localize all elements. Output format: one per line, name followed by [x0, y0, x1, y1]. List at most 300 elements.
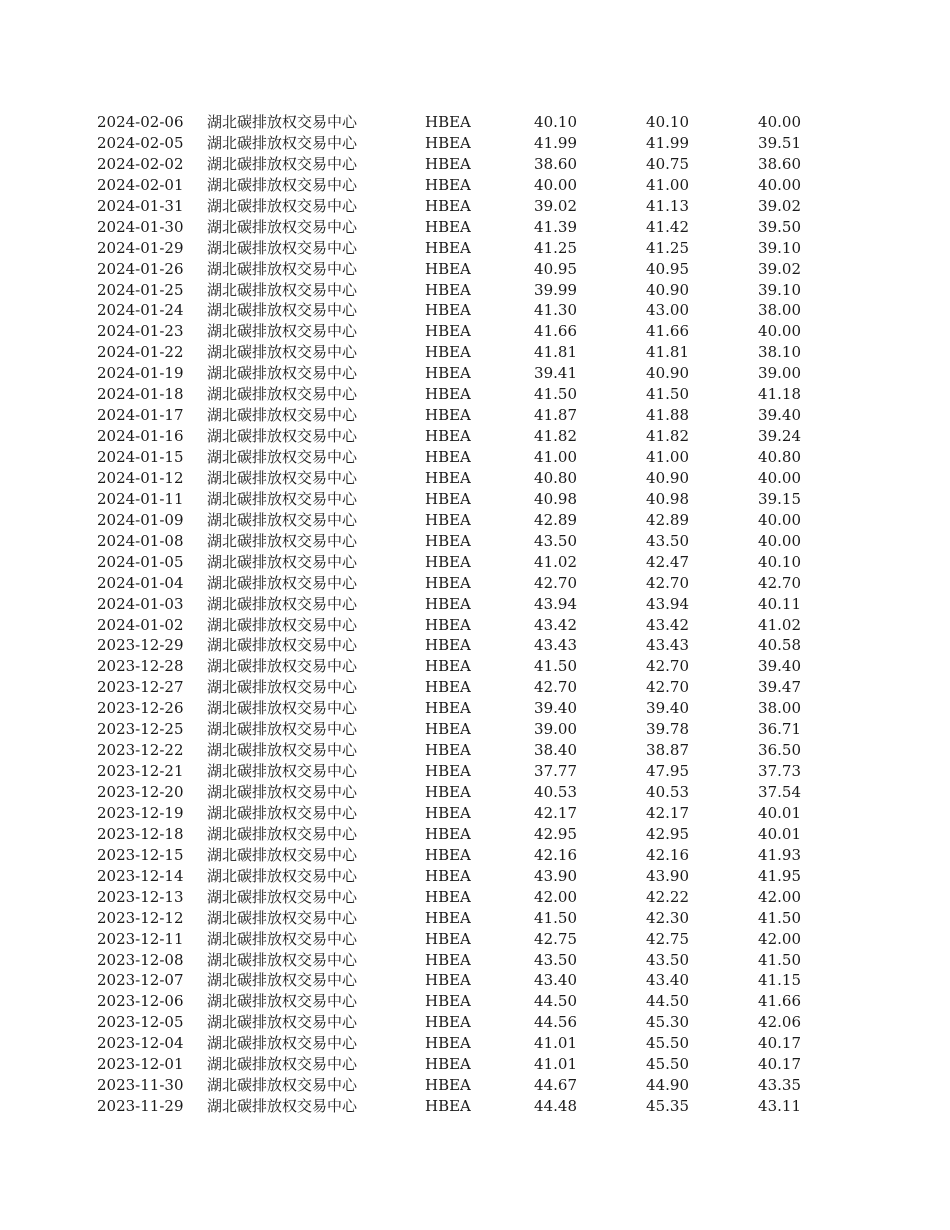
value-3-cell: 41.50: [758, 950, 801, 969]
exchange-name-cell: 湖北碳排放权交易中心: [207, 678, 358, 697]
table-row: [0, 196, 950, 217]
exchange-code-cell: HBEA: [425, 678, 471, 697]
date-cell: 2024-01-17: [97, 406, 184, 425]
exchange-code-cell: HBEA: [425, 1097, 471, 1116]
date-cell: 2023-11-30: [97, 1076, 184, 1095]
table-row: [0, 845, 950, 866]
exchange-code-cell: HBEA: [425, 573, 471, 592]
value-3-cell: 40.11: [758, 594, 801, 613]
value-3-cell: 39.10: [758, 238, 801, 257]
exchange-name-cell: 湖北碳排放权交易中心: [207, 845, 358, 864]
table-row: [0, 950, 950, 971]
table-row: [0, 1012, 950, 1033]
value-3-cell: 40.10: [758, 552, 801, 571]
value-2-cell: 42.16: [646, 845, 689, 864]
exchange-code-cell: HBEA: [425, 762, 471, 781]
value-3-cell: 41.93: [758, 845, 801, 864]
table-row: [0, 698, 950, 719]
exchange-name-cell: 湖北碳排放权交易中心: [207, 238, 358, 257]
value-3-cell: 40.00: [758, 175, 801, 194]
exchange-name-cell: 湖北碳排放权交易中心: [207, 510, 358, 529]
table-row: [0, 300, 950, 321]
date-cell: 2024-01-22: [97, 343, 184, 362]
date-cell: 2024-01-03: [97, 594, 184, 613]
value-2-cell: 40.98: [646, 489, 689, 508]
value-3-cell: 37.73: [758, 762, 801, 781]
table-row: [0, 1075, 950, 1096]
exchange-name-cell: 湖北碳排放权交易中心: [207, 343, 358, 362]
value-2-cell: 42.22: [646, 887, 689, 906]
table-row: [0, 384, 950, 405]
exchange-name-cell: 湖北碳排放权交易中心: [207, 762, 358, 781]
exchange-code-cell: HBEA: [425, 929, 471, 948]
date-cell: 2023-12-18: [97, 824, 184, 843]
table-row: [0, 908, 950, 929]
exchange-name-cell: 湖北碳排放权交易中心: [207, 1034, 358, 1053]
exchange-name-cell: 湖北碳排放权交易中心: [207, 929, 358, 948]
exchange-code-cell: HBEA: [425, 1034, 471, 1053]
exchange-name-cell: 湖北碳排放权交易中心: [207, 385, 358, 404]
value-2-cell: 42.89: [646, 510, 689, 529]
value-2-cell: 42.30: [646, 908, 689, 927]
value-1-cell: 40.10: [534, 113, 577, 131]
value-1-cell: 38.40: [534, 741, 577, 760]
exchange-code-cell: HBEA: [425, 845, 471, 864]
date-cell: 2023-12-29: [97, 636, 184, 655]
value-2-cell: 42.17: [646, 803, 689, 822]
exchange-name-cell: 湖北碳排放权交易中心: [207, 196, 358, 215]
table-row: [0, 426, 950, 447]
value-2-cell: 42.95: [646, 824, 689, 843]
exchange-code-cell: HBEA: [425, 783, 471, 801]
table-row: [0, 991, 950, 1012]
value-1-cell: 41.66: [534, 322, 577, 341]
date-cell: 2024-01-23: [97, 322, 184, 341]
value-2-cell: 43.42: [646, 615, 689, 634]
table-row: [0, 112, 950, 133]
value-1-cell: 41.50: [534, 908, 577, 927]
value-2-cell: 41.82: [646, 427, 689, 446]
value-1-cell: 39.41: [534, 364, 577, 383]
table-row: [0, 970, 950, 991]
table-row: [0, 1033, 950, 1054]
exchange-code-cell: HBEA: [425, 406, 471, 425]
date-cell: 2024-02-01: [97, 175, 184, 194]
value-1-cell: 38.60: [534, 154, 577, 173]
value-3-cell: 39.02: [758, 196, 801, 215]
value-1-cell: 41.50: [534, 657, 577, 676]
table-row: [0, 468, 950, 489]
exchange-name-cell: 湖北碳排放权交易中心: [207, 887, 358, 906]
date-cell: 2024-01-12: [97, 468, 184, 487]
date-cell: 2023-12-15: [97, 845, 184, 864]
value-3-cell: 40.80: [758, 448, 801, 466]
value-1-cell: 40.95: [534, 259, 577, 278]
date-cell: 2024-01-29: [97, 238, 184, 257]
value-1-cell: 41.01: [534, 1034, 577, 1053]
value-3-cell: 40.00: [758, 510, 801, 529]
exchange-code-cell: HBEA: [425, 448, 471, 466]
value-3-cell: 39.15: [758, 489, 801, 508]
value-3-cell: 39.51: [758, 133, 801, 152]
date-cell: 2023-12-04: [97, 1034, 184, 1053]
exchange-name-cell: 湖北碳排放权交易中心: [207, 992, 358, 1011]
exchange-name-cell: 湖北碳排放权交易中心: [207, 133, 358, 152]
date-cell: 2024-01-04: [97, 573, 184, 592]
date-cell: 2023-12-20: [97, 783, 184, 801]
table-row: [0, 552, 950, 573]
value-3-cell: 39.40: [758, 406, 801, 425]
table-row: [0, 761, 950, 782]
exchange-code-cell: HBEA: [425, 803, 471, 822]
value-2-cell: 45.35: [646, 1097, 689, 1116]
value-3-cell: 41.02: [758, 615, 801, 634]
value-2-cell: 43.43: [646, 636, 689, 655]
exchange-code-cell: HBEA: [425, 908, 471, 927]
value-1-cell: 42.75: [534, 929, 577, 948]
table-row: [0, 489, 950, 510]
exchange-name-cell: 湖北碳排放权交易中心: [207, 448, 358, 466]
value-2-cell: 45.30: [646, 1013, 689, 1032]
date-cell: 2024-01-05: [97, 552, 184, 571]
value-3-cell: 39.00: [758, 364, 801, 383]
value-3-cell: 38.00: [758, 301, 801, 320]
value-1-cell: 42.70: [534, 573, 577, 592]
exchange-name-cell: 湖北碳排放权交易中心: [207, 364, 358, 383]
value-1-cell: 41.99: [534, 133, 577, 152]
date-cell: 2023-12-25: [97, 720, 184, 739]
value-2-cell: 44.90: [646, 1076, 689, 1095]
value-2-cell: 41.00: [646, 448, 689, 466]
date-cell: 2024-02-06: [97, 113, 184, 131]
value-3-cell: 43.11: [758, 1097, 801, 1116]
table-row: [0, 887, 950, 908]
value-1-cell: 41.00: [534, 448, 577, 466]
value-2-cell: 43.40: [646, 971, 689, 990]
value-3-cell: 39.10: [758, 280, 801, 299]
value-2-cell: 40.75: [646, 154, 689, 173]
table-row: [0, 154, 950, 175]
exchange-name-cell: 湖北碳排放权交易中心: [207, 950, 358, 969]
value-3-cell: 42.70: [758, 573, 801, 592]
value-2-cell: 42.70: [646, 657, 689, 676]
exchange-name-cell: 湖北碳排放权交易中心: [207, 531, 358, 550]
exchange-code-cell: HBEA: [425, 1076, 471, 1095]
table-row: [0, 656, 950, 677]
exchange-name-cell: 湖北碳排放权交易中心: [207, 468, 358, 487]
table-row: [0, 510, 950, 531]
date-cell: 2024-01-09: [97, 510, 184, 529]
date-cell: 2023-12-01: [97, 1055, 184, 1074]
date-cell: 2023-12-27: [97, 678, 184, 697]
value-1-cell: 43.40: [534, 971, 577, 990]
exchange-code-cell: HBEA: [425, 364, 471, 383]
date-cell: 2024-01-15: [97, 448, 184, 466]
exchange-code-cell: HBEA: [425, 1013, 471, 1032]
exchange-name-cell: 湖北碳排放权交易中心: [207, 1013, 358, 1032]
table-row: [0, 405, 950, 426]
value-3-cell: 36.71: [758, 720, 801, 739]
value-1-cell: 40.80: [534, 468, 577, 487]
exchange-code-cell: HBEA: [425, 971, 471, 990]
table-row: [0, 238, 950, 259]
table-row: [0, 342, 950, 363]
value-3-cell: 39.47: [758, 678, 801, 697]
table-row: [0, 929, 950, 950]
exchange-code-cell: HBEA: [425, 301, 471, 320]
value-1-cell: 43.50: [534, 950, 577, 969]
value-1-cell: 41.39: [534, 217, 577, 236]
exchange-name-cell: 湖北碳排放权交易中心: [207, 1076, 358, 1095]
date-cell: 2023-12-08: [97, 950, 184, 969]
value-2-cell: 40.10: [646, 113, 689, 131]
table-row: [0, 259, 950, 280]
table-row: [0, 824, 950, 845]
value-3-cell: 40.00: [758, 531, 801, 550]
value-3-cell: 38.60: [758, 154, 801, 173]
value-2-cell: 39.78: [646, 720, 689, 739]
exchange-name-cell: 湖北碳排放权交易中心: [207, 615, 358, 634]
table-row: [0, 133, 950, 154]
table-row: [0, 615, 950, 636]
date-cell: 2024-01-25: [97, 280, 184, 299]
exchange-name-cell: 湖北碳排放权交易中心: [207, 280, 358, 299]
date-cell: 2024-02-05: [97, 133, 184, 152]
exchange-code-cell: HBEA: [425, 468, 471, 487]
value-2-cell: 43.50: [646, 950, 689, 969]
date-cell: 2024-01-08: [97, 531, 184, 550]
value-2-cell: 42.47: [646, 552, 689, 571]
value-1-cell: 41.82: [534, 427, 577, 446]
exchange-code-cell: HBEA: [425, 1055, 471, 1074]
value-1-cell: 39.99: [534, 280, 577, 299]
value-2-cell: 40.95: [646, 259, 689, 278]
table-row: [0, 719, 950, 740]
value-2-cell: 47.95: [646, 762, 689, 781]
exchange-code-cell: HBEA: [425, 322, 471, 341]
table-row: [0, 363, 950, 384]
value-1-cell: 43.90: [534, 866, 577, 885]
value-3-cell: 41.50: [758, 908, 801, 927]
value-1-cell: 43.42: [534, 615, 577, 634]
exchange-code-cell: HBEA: [425, 741, 471, 760]
exchange-name-cell: 湖北碳排放权交易中心: [207, 301, 358, 320]
value-1-cell: 40.98: [534, 489, 577, 508]
table-row: [0, 635, 950, 656]
value-3-cell: 39.24: [758, 427, 801, 446]
exchange-code-cell: HBEA: [425, 510, 471, 529]
exchange-name-cell: 湖北碳排放权交易中心: [207, 573, 358, 592]
value-1-cell: 42.00: [534, 887, 577, 906]
table-row: [0, 594, 950, 615]
value-1-cell: 42.89: [534, 510, 577, 529]
exchange-code-cell: HBEA: [425, 385, 471, 404]
table-row: [0, 217, 950, 238]
value-2-cell: 42.75: [646, 929, 689, 948]
value-1-cell: 37.77: [534, 762, 577, 781]
date-cell: 2023-12-14: [97, 866, 184, 885]
value-3-cell: 40.01: [758, 824, 801, 843]
value-1-cell: 41.02: [534, 552, 577, 571]
value-2-cell: 41.13: [646, 196, 689, 215]
date-cell: 2023-12-22: [97, 741, 184, 760]
value-2-cell: 43.00: [646, 301, 689, 320]
value-3-cell: 41.15: [758, 971, 801, 990]
value-3-cell: 40.17: [758, 1034, 801, 1053]
date-cell: 2023-12-06: [97, 992, 184, 1011]
value-1-cell: 43.43: [534, 636, 577, 655]
value-3-cell: 41.18: [758, 385, 801, 404]
value-1-cell: 40.00: [534, 175, 577, 194]
date-cell: 2024-01-11: [97, 489, 184, 508]
exchange-code-cell: HBEA: [425, 154, 471, 173]
date-cell: 2024-01-30: [97, 217, 184, 236]
value-2-cell: 41.00: [646, 175, 689, 194]
exchange-name-cell: 湖北碳排放权交易中心: [207, 699, 358, 718]
exchange-code-cell: HBEA: [425, 594, 471, 613]
exchange-code-cell: HBEA: [425, 280, 471, 299]
table-row: [0, 1096, 950, 1117]
exchange-name-cell: 湖北碳排放权交易中心: [207, 217, 358, 236]
exchange-code-cell: HBEA: [425, 887, 471, 906]
table-row: [0, 677, 950, 698]
value-3-cell: 42.06: [758, 1013, 801, 1032]
table-row: [0, 782, 950, 803]
value-2-cell: 41.50: [646, 385, 689, 404]
exchange-name-cell: 湖北碳排放权交易中心: [207, 657, 358, 676]
exchange-code-cell: HBEA: [425, 489, 471, 508]
value-3-cell: 40.58: [758, 636, 801, 655]
exchange-code-cell: HBEA: [425, 950, 471, 969]
value-1-cell: 41.87: [534, 406, 577, 425]
exchange-name-cell: 湖北碳排放权交易中心: [207, 489, 358, 508]
value-2-cell: 41.88: [646, 406, 689, 425]
date-cell: 2023-12-21: [97, 762, 184, 781]
exchange-code-cell: HBEA: [425, 238, 471, 257]
value-1-cell: 44.67: [534, 1076, 577, 1095]
value-3-cell: 38.00: [758, 699, 801, 718]
value-2-cell: 45.50: [646, 1034, 689, 1053]
exchange-name-cell: 湖北碳排放权交易中心: [207, 406, 358, 425]
value-3-cell: 36.50: [758, 741, 801, 760]
exchange-name-cell: 湖北碳排放权交易中心: [207, 427, 358, 446]
exchange-name-cell: 湖北碳排放权交易中心: [207, 113, 358, 131]
exchange-code-cell: HBEA: [425, 720, 471, 739]
value-2-cell: 44.50: [646, 992, 689, 1011]
exchange-code-cell: HBEA: [425, 552, 471, 571]
exchange-name-cell: 湖北碳排放权交易中心: [207, 322, 358, 341]
value-1-cell: 42.95: [534, 824, 577, 843]
date-cell: 2023-12-07: [97, 971, 184, 990]
value-1-cell: 39.02: [534, 196, 577, 215]
exchange-code-cell: HBEA: [425, 636, 471, 655]
data-table: [0, 112, 950, 1117]
value-3-cell: 39.02: [758, 259, 801, 278]
value-2-cell: 40.53: [646, 783, 689, 801]
value-1-cell: 41.25: [534, 238, 577, 257]
value-1-cell: 43.94: [534, 594, 577, 613]
date-cell: 2024-01-24: [97, 301, 184, 320]
exchange-name-cell: 湖北碳排放权交易中心: [207, 908, 358, 927]
table-row: [0, 1054, 950, 1075]
value-1-cell: 44.48: [534, 1097, 577, 1116]
exchange-name-cell: 湖北碳排放权交易中心: [207, 594, 358, 613]
value-2-cell: 41.99: [646, 133, 689, 152]
value-2-cell: 41.25: [646, 238, 689, 257]
date-cell: 2023-11-29: [97, 1097, 184, 1116]
exchange-code-cell: HBEA: [425, 866, 471, 885]
exchange-name-cell: 湖北碳排放权交易中心: [207, 720, 358, 739]
exchange-code-cell: HBEA: [425, 824, 471, 843]
value-1-cell: 41.50: [534, 385, 577, 404]
value-1-cell: 42.16: [534, 845, 577, 864]
exchange-name-cell: 湖北碳排放权交易中心: [207, 1055, 358, 1074]
value-1-cell: 41.30: [534, 301, 577, 320]
value-3-cell: 40.00: [758, 468, 801, 487]
value-3-cell: 40.00: [758, 113, 801, 131]
value-1-cell: 43.50: [534, 531, 577, 550]
exchange-code-cell: HBEA: [425, 615, 471, 634]
value-2-cell: 41.42: [646, 217, 689, 236]
table-row: [0, 803, 950, 824]
value-3-cell: 43.35: [758, 1076, 801, 1095]
exchange-name-cell: 湖北碳排放权交易中心: [207, 259, 358, 278]
value-2-cell: 45.50: [646, 1055, 689, 1074]
value-2-cell: 42.70: [646, 573, 689, 592]
exchange-code-cell: HBEA: [425, 175, 471, 194]
value-1-cell: 44.56: [534, 1013, 577, 1032]
exchange-code-cell: HBEA: [425, 992, 471, 1011]
exchange-code-cell: HBEA: [425, 343, 471, 362]
date-cell: 2023-12-05: [97, 1013, 184, 1032]
value-2-cell: 42.70: [646, 678, 689, 697]
date-cell: 2024-01-16: [97, 427, 184, 446]
exchange-name-cell: 湖北碳排放权交易中心: [207, 552, 358, 571]
value-2-cell: 38.87: [646, 741, 689, 760]
date-cell: 2024-01-31: [97, 196, 184, 215]
date-cell: 2024-02-02: [97, 154, 184, 173]
value-1-cell: 39.00: [534, 720, 577, 739]
value-3-cell: 41.95: [758, 866, 801, 885]
exchange-name-cell: 湖北碳排放权交易中心: [207, 741, 358, 760]
value-1-cell: 44.50: [534, 992, 577, 1011]
date-cell: 2023-12-26: [97, 699, 184, 718]
exchange-code-cell: HBEA: [425, 531, 471, 550]
value-2-cell: 43.94: [646, 594, 689, 613]
date-cell: 2023-12-19: [97, 803, 184, 822]
exchange-code-cell: HBEA: [425, 699, 471, 718]
exchange-code-cell: HBEA: [425, 427, 471, 446]
value-2-cell: 40.90: [646, 364, 689, 383]
exchange-name-cell: 湖北碳排放权交易中心: [207, 971, 358, 990]
date-cell: 2024-01-26: [97, 259, 184, 278]
value-3-cell: 41.66: [758, 992, 801, 1011]
value-3-cell: 40.01: [758, 803, 801, 822]
table-row: [0, 447, 950, 468]
value-3-cell: 42.00: [758, 887, 801, 906]
value-2-cell: 40.90: [646, 280, 689, 299]
exchange-name-cell: 湖北碳排放权交易中心: [207, 1097, 358, 1116]
value-3-cell: 40.17: [758, 1055, 801, 1074]
exchange-name-cell: 湖北碳排放权交易中心: [207, 636, 358, 655]
table-row: [0, 866, 950, 887]
date-cell: 2024-01-19: [97, 364, 184, 383]
exchange-code-cell: HBEA: [425, 657, 471, 676]
exchange-code-cell: HBEA: [425, 217, 471, 236]
value-3-cell: 37.54: [758, 783, 801, 801]
exchange-code-cell: HBEA: [425, 259, 471, 278]
value-3-cell: 42.00: [758, 929, 801, 948]
